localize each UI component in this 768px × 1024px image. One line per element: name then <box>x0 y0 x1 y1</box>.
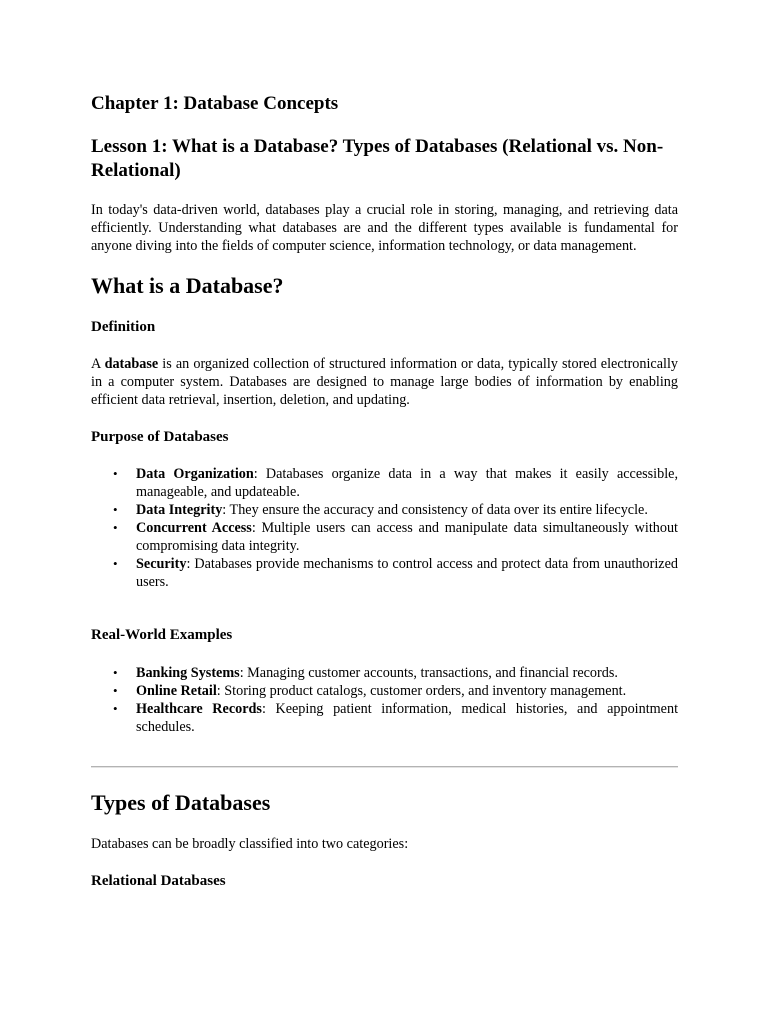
list-item-term: Online Retail <box>136 683 217 699</box>
relational-databases-heading: Relational Databases <box>91 873 226 889</box>
types-heading: Types of Databases <box>91 790 271 815</box>
intro-paragraph: In today's data-driven world, databases play a crucial role in storing, managing, and retrieving data efficiently. Understanding what databases are and the different types available is fundamental for anyone diving into the fields of computer science, information technology, or data management. <box>91 202 678 254</box>
types-intro-paragraph: Databases can be broadly classified into two categories: <box>91 836 409 852</box>
examples-list <box>91 664 678 736</box>
list-item-text: : Managing customer accounts, transactions, and financial records. <box>239 665 618 681</box>
list-item <box>91 555 678 591</box>
list-item-text: : Keeping patient information, medical histories, and appointment schedules. <box>136 701 679 735</box>
list-item <box>91 664 678 682</box>
bullet-icon: • <box>113 683 118 698</box>
definition-lead: A <box>91 356 105 372</box>
list-item <box>91 465 678 501</box>
list-item-term: Data Organization <box>136 466 254 482</box>
list-item-text: : Databases provide mechanisms to control access and protect data from unauthorized users. <box>136 556 678 590</box>
bullet-icon: • <box>113 701 118 716</box>
examples-heading: Real-World Examples <box>91 627 233 643</box>
what-is-database-heading: What is a Database? <box>91 273 284 298</box>
definition-paragraph <box>91 355 678 409</box>
list-item-text: : Databases organize data in a way that makes it easily accessible, manageable, and updateable. <box>136 466 678 500</box>
list-item <box>91 501 678 519</box>
list-item-term: Data Integrity <box>136 502 223 518</box>
definition-heading: Definition <box>91 319 156 335</box>
purpose-list <box>91 465 678 591</box>
definition-term: database <box>104 356 159 372</box>
list-item-term: Concurrent Access <box>136 520 252 536</box>
list-item <box>91 682 678 700</box>
list-item-term: Banking Systems <box>136 665 240 681</box>
bullet-icon: • <box>113 556 118 571</box>
bullet-icon: • <box>113 665 118 680</box>
list-item <box>91 519 678 555</box>
list-item-text: : They ensure the accuracy and consistency of data over its entire lifecycle. <box>222 502 648 518</box>
chapter-title: Chapter 1: Database Concepts <box>91 93 339 114</box>
list-item-term: Healthcare Records <box>136 701 262 717</box>
list-item-text: : Storing product catalogs, customer orders, and inventory management. <box>216 683 627 699</box>
bullet-icon: • <box>113 466 118 481</box>
bullet-icon: • <box>113 502 118 517</box>
purpose-heading: Purpose of Databases <box>91 429 229 445</box>
bullet-icon: • <box>113 520 118 535</box>
definition-text: is an organized collection of structured information or data, typically stored electronically in a computer system. Databases are designed to manage large bodies of information by enabling efficient data retrieval, insertion, deletion, and updating. <box>91 356 678 408</box>
list-item <box>91 700 678 736</box>
list-item-text: : Multiple users can access and manipulate data simultaneously without compromising data integrity. <box>136 520 678 554</box>
lesson-title: Lesson 1: What is a Database? Types of Databases (Relational vs. Non-Relational) <box>91 136 664 181</box>
list-item-term: Security <box>136 556 187 572</box>
horizontal-divider <box>91 766 678 768</box>
